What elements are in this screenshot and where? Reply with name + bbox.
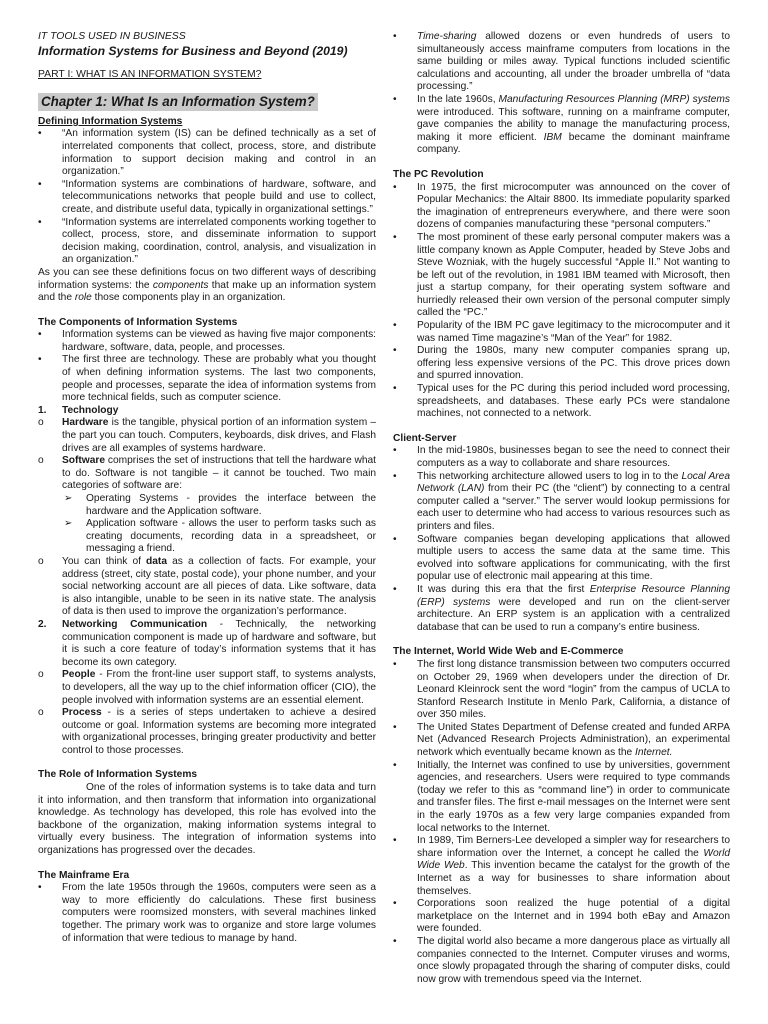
people-process-list (38, 669, 376, 757)
bullet-icon: • (38, 882, 42, 894)
list-item: o People - From the front-line user support staff, to systems analysts, to developers, all the way up to the chief information officer (CIO), the people involved with information systems are an essential element. (38, 669, 376, 706)
part-heading: PART I: WHAT IS AN INFORMATION SYSTEM? (38, 69, 262, 81)
circle-bullet-icon: o (38, 417, 44, 429)
list-item: • “Information systems are combinations of hardware, software, and telecommunications networks that people build and use to collect, create, and distribute useful data, typically in organizational settings.” (38, 178, 376, 215)
list-item: • The most prominent of these early personal computer makers was a little company known as Apple Computer, headed by Steve Jobs and Steve Wozniak, with the hugely successful “Apple II.” Not wanting to be left out of the revolution, in 1981 IBM teamed with Microsoft, then just a startup company, for their operating system software and hurriedly released their own version of the personal computer simply called the “PC.” (393, 231, 730, 319)
list-item: • Time-sharing allowed dozens or even hundreds of users to simultaneously access mainframe computers from locations in the same building or miles away. Typical functions included scientific calculations and accounting, all under the broader umbrella of “data processing.” (393, 31, 730, 93)
list-item: 2. Networking Communication - Technically, the networking communication component is made up of hardware and software, but it is such a core feature of today’s information systems that it has become its own category. (38, 618, 376, 668)
defining-heading: Defining Information Systems (38, 115, 183, 127)
list-item: • In 1989, Tim Berners-Lee developed a simpler way for researchers to share information over the Internet, a concept he called the World Wide Web. This invention became the catalyst for the growth of the Internet as a way for businesses to share information about themselves. (393, 835, 730, 897)
list-item: • “Information systems are interrelated components working together to collect, process, store, and disseminate information to support decision making, coordination, control, analysis, and visualization in an organization.” (38, 216, 376, 266)
pc-list (393, 182, 730, 421)
networking-item (38, 619, 376, 669)
bullet-icon: • (393, 583, 397, 595)
list-item: • The first long distance transmission between two computers occurred on October 29, 1969 when developers under the direction of Dr. Leonard Kleinrock sent the word “login” from the campus of UCLA to Stanford Research Institute in Menlo Park, California, a distance of over 350 miles. (393, 658, 730, 721)
chapter-title: Chapter 1: What Is an Information System? (38, 93, 318, 111)
mainframe-continued-list (393, 31, 730, 157)
bullet-icon: • (393, 445, 397, 457)
bullet-icon: • (393, 181, 397, 193)
list-item: • In the mid-1980s, businesses began to see the need to connect their computers as a way to collaborate and share resources. (393, 445, 730, 469)
role-paragraph: One of the roles of information systems is to take data and turn it into information, and then transform that information into organizational knowledge. As technology has developed, this role has evolved into the backbone of the organization, making information systems integral to virtually every business. The integration of information systems into organizations has progressed over the decades. (38, 782, 376, 857)
list-item: • During the 1980s, many new computer companies sprang up, offering less expensive versions of the PC. This drove prices down and spurred innovation. (393, 345, 730, 382)
list-item: • In 1975, the first microcomputer was announced on the cover of Popular Mechanics: the Altair 8800. Its immediate popularity sparked the imagination of entrepreneurs everywhere, and there were soon dozens of companies manufacturing these “personal computers.” (393, 181, 730, 231)
bullet-icon: • (393, 533, 397, 545)
bullet-icon: • (393, 759, 397, 771)
bullet-icon: • (393, 721, 397, 733)
bullet-icon: • (393, 31, 397, 42)
list-item: • In the late 1960s, Manufacturing Resources Planning (MRP) systems were introduced. This software, running on a mainframe computer, gave companies the ability to manage the manufacturing process, making it more efficient. IBM became the dominant mainframe company. (393, 93, 730, 156)
pc-heading: The PC Revolution (393, 168, 484, 180)
bullet-icon: • (393, 835, 397, 847)
list-item: • This networking architecture allowed users to log in to the Local Area Network (LAN) from their PC (the “client”) by connecting to a central computer called a “server.” The server would lookup permissions for each user to determine who had access to various resources such as printers and files. (393, 470, 730, 532)
bullet-icon: • (38, 329, 42, 341)
bullet-icon: • (38, 354, 42, 366)
technology-list (38, 417, 376, 493)
components-list (38, 329, 376, 405)
course-title: IT TOOLS USED IN BUSINESS (38, 31, 186, 42)
right-column (393, 31, 730, 986)
mainframe-heading: The Mainframe Era (38, 869, 130, 881)
bullet-icon: • (38, 128, 42, 140)
book-title: Information Systems for Business and Beyond (2019) (38, 43, 348, 58)
list-item: o Software comprises the set of instructions that tell the hardware what to do. Software is not tangible – it cannot be touched. Two main categories of software are: (38, 455, 376, 492)
bullet-icon: • (393, 383, 397, 395)
list-item: • The United States Department of Defense created and funded ARPA Net (Advanced Research Projects Administration), an experimental network which eventually became known as the Internet. (393, 721, 730, 759)
bullet-icon: • (393, 320, 397, 332)
list-item: • Typical uses for the PC during this period included word processing, spreadsheets, and databases. These early PCs were standalone machines, not connected to a network. (393, 383, 730, 420)
technology-heading: 1. Technology (38, 404, 119, 416)
data-list (38, 556, 376, 619)
internet-heading: The Internet, World Wide Web and E-Commerce (393, 646, 624, 658)
components-heading: The Components of Information Systems (38, 316, 238, 328)
bullet-icon: • (393, 93, 397, 105)
definitions-paragraph: As you can see these definitions focus on two different ways of describing information systems: the components that make up an information system and the role those components play in an organization. (38, 266, 376, 304)
circle-bullet-icon: o (38, 669, 44, 681)
bullet-icon: • (393, 231, 397, 243)
bullet-icon: • (393, 935, 397, 947)
bullet-icon: • (393, 470, 397, 482)
software-types-list (62, 493, 376, 556)
arrow-bullet-icon: ➢ (64, 493, 73, 504)
circle-bullet-icon: o (38, 555, 44, 567)
role-heading: The Role of Information Systems (38, 769, 198, 781)
list-item: • The first three are technology. These are probably what you thought of when defining information systems. The last two components, people and processes, separate the idea of information systems from more technical fields, such as computer science. (38, 354, 376, 404)
bullet-icon: • (393, 898, 397, 910)
mainframe-list (38, 882, 376, 945)
list-item: o Hardware is the tangible, physical portion of an information system – the part you can touch. Computers, keyboards, disk drives, and Flash drives are all examples of systems hardware. (38, 417, 376, 454)
circle-bullet-icon: o (38, 455, 44, 467)
client-server-heading: Client-Server (393, 432, 457, 444)
list-item: • Software companies began developing applications that allowed multiple users to access the same data at the same time. This evolved into software applications for communicating, with the first popular use of electronic mail appearing at this time. (393, 533, 730, 583)
list-item: • It was during this era that the first Enterprise Resource Planning (ERP) systems were developed and run on the client-server architecture. An ERP system is an application with a centralized database that can be used to run a company’s entire business. (393, 583, 731, 633)
list-item: • Popularity of the IBM PC gave legitimacy to the microcomputer and it was named Time magazine’s “Man of the Year” for 1982. (393, 320, 730, 344)
client-server-list (393, 445, 730, 634)
circle-bullet-icon: o (38, 707, 44, 719)
bullet-icon: • (393, 345, 397, 357)
bullet-icon: • (38, 178, 42, 190)
internet-list (393, 659, 730, 986)
bullet-icon: • (393, 658, 397, 670)
list-item: ➢ Application software - allows the user to perform tasks such as creating documents, recording data in a spreadsheet, or messaging a friend. (64, 518, 376, 555)
list-item: • “An information system (IS) can be defined technically as a set of interrelated components that collect, process, store, and distribute information to support decision making and control in an organization.” (38, 128, 376, 178)
bullet-icon: • (38, 216, 42, 228)
defining-list (38, 128, 376, 267)
list-item: • The digital world also became a more dangerous place as virtually all companies connected to the Internet. Computer viruses and worms, once slowly propagated through the sharing of computer disks, could now grow with tremendous speed via the Internet. (393, 935, 730, 985)
list-item: ➢ Operating Systems - provides the interface between the hardware and the Application software. (64, 493, 376, 517)
list-item: o You can think of data as a collection of facts. For example, your address (street, city state, postal code), your phone number, and your social networking account are all pieces of data. Like software, data is also intangible, unable to be seen in its native state. The analysis of data is then used to improve the organization’s performance. (38, 555, 376, 618)
list-item: • Corporations soon realized the huge potential of a digital marketplace on the Internet and in 1994 both eBay and Amazon were founded. (393, 898, 730, 935)
arrow-bullet-icon: ➢ (64, 518, 73, 530)
left-column (38, 31, 376, 945)
list-item: • Initially, the Internet was confined to use by universities, government agencies, and researchers. Users were required to type commands (today we refer to this as “command line”) in order to communicate and transfer files. The first e-mail messages on the Internet were sent in the early 1970s as a few very large companies expanded from local networks to the Internet. (393, 759, 730, 834)
list-item: • Information systems can be viewed as having five major components: hardware, software, data, people, and processes. (38, 329, 376, 353)
list-item: o Process - is a series of steps undertaken to achieve a desired outcome or goal. Information systems are becoming more integrated with organizational processes, bringing greater productivity and better control to those processes. (38, 707, 376, 756)
list-item: • From the late 1950s through the 1960s, computers were seen as a way to more efficiently do calculations. These first business computers were roomsized monsters, with several machines linked together. The primary work was to organize and store large volumes of information that were tedious to manage by hand. (38, 882, 376, 944)
